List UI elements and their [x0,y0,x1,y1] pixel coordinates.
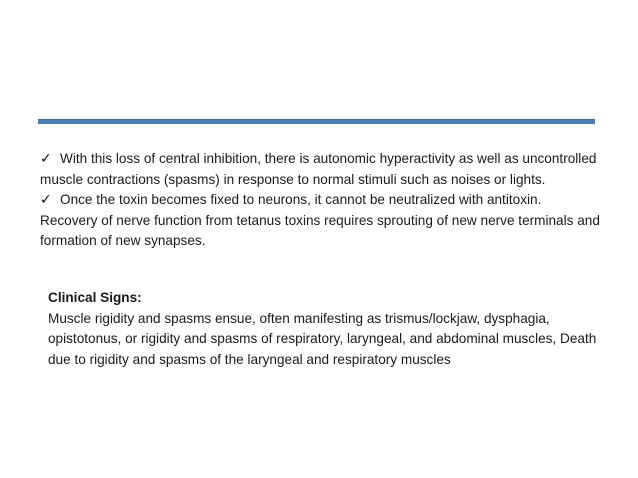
checkmark-icon: ✓ [40,151,52,167]
clinical-signs-heading: Clinical Signs: [48,290,142,305]
bullet-list [40,149,600,252]
bullet-item [40,149,600,190]
clinical-signs-section [48,288,608,370]
title-divider [38,119,595,124]
checkmark-icon: ✓ [40,192,52,208]
bullet-text: With this loss of central inhibition, there is autonomic hyperactivity as well as uncontrolled muscle contractions (spasms) in response to normal stimuli such as noises or lights. [40,151,597,187]
bullet-text: Once the toxin becomes fixed to neurons, it cannot be neutralized with antitoxin. Recovery of nerve function from tetanus toxins requires sprouting of new nerve terminals and formation of new synapses. [40,192,600,248]
clinical-signs-text: Muscle rigidity and spasms ensue, often manifesting as trismus/lockjaw, dysphagia, opistotonus, or rigidity and spasms of respiratory, laryngeal, and abdominal muscles, Death due to rigidity and spasms of the laryngeal and respiratory muscles [48,310,597,367]
bullet-item [40,190,600,252]
